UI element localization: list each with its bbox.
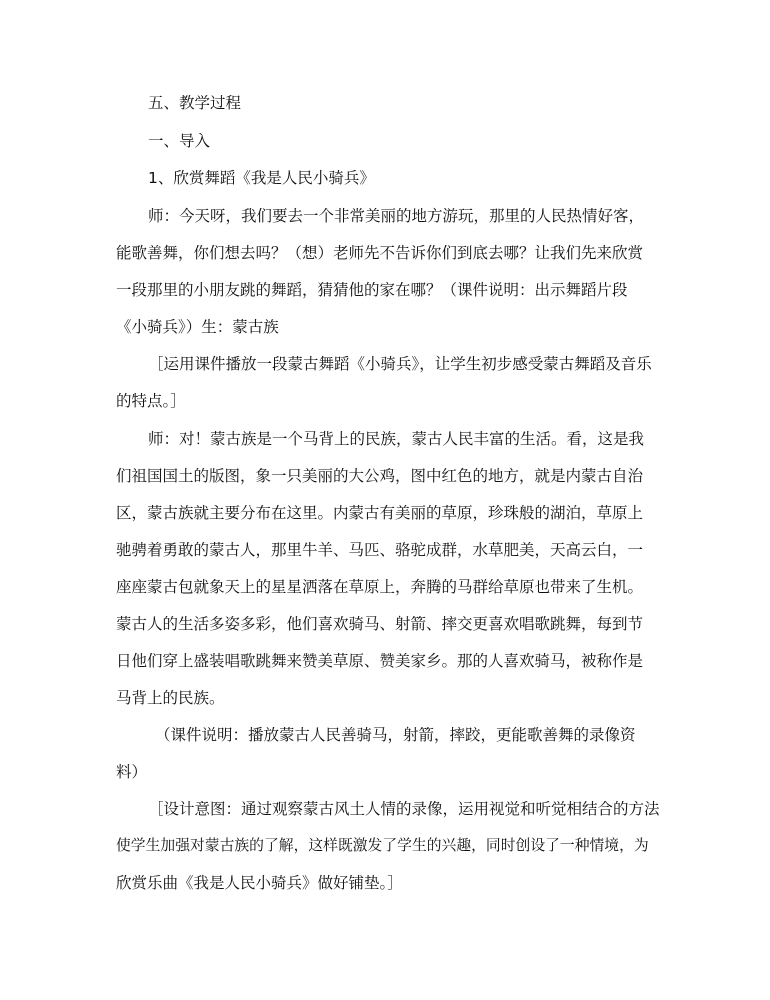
paragraph-line: 使学生加强对蒙古族的了解，这样既激发了学生的兴趣，同时创设了一种情境，为 [116,837,649,854]
paragraph-line: 座座蒙古包就象天上的星星洒落在草原上，奔腾的马群给草原也带来了生机。 [116,578,644,596]
paragraph-line: 欣赏乐曲《我是人民小骑兵》做好铺垫。］ [116,874,403,892]
item-heading: 1、欣赏舞蹈《我是人民小骑兵》 [148,169,375,187]
paragraph-line: 驰骋着勇敢的蒙古人，那里牛羊、马匹、骆驼成群，水草肥美，天高云白，一 [116,541,644,559]
paragraph-line: 日他们穿上盛装唱歌跳舞来赞美草原、赞美家乡。那的人喜欢骑马，被称作是 [116,652,644,670]
paragraph-line: ［设计意图：通过观察蒙古风土人情的录像，运用视觉和听觉相结合的方法 [148,800,660,818]
section-heading: 五、教学过程 [148,94,242,112]
paragraph-line: 料） [116,763,148,781]
paragraph-line: 们祖国国土的版图，象一只美丽的大公鸡，图中红色的地方，就是内蒙古自治 [116,467,644,485]
paragraph-line: 能歌善舞，你们想去吗？（想）老师先不告诉你们到底去哪？让我们先来欣赏 [116,244,644,262]
paragraph-line: 马背上的民族。 [116,689,225,707]
paragraph-line: 蒙古人的生活多姿多彩，他们喜欢骑马、射箭、摔交更喜欢唱歌跳舞，每到节 [116,615,644,633]
subsection-heading: 一、导入 [148,132,211,150]
paragraph-line: 的特点。］ [116,392,186,410]
paragraph-line: 一段那里的小朋友跳的舞蹈，猜猜他的家在哪？（课件说明：出示舞蹈片段 [116,281,628,299]
paragraph-line: 《小骑兵》）生：蒙古族 [116,318,279,336]
paragraph-line: 师：对！蒙古族是一个马背上的民族，蒙古人民丰富的生活。看，这是我 [148,430,645,448]
paragraph-line: ［运用课件播放一段蒙古舞蹈《小骑兵》，让学生初步感受蒙古舞蹈及音乐 [148,355,652,373]
paragraph-line: 区，蒙古族就主要分布在这里。内蒙古有美丽的草原，珍珠般的湖泊，草原上 [116,504,644,522]
paragraph-line: 师：今天呀，我们要去一个非常美丽的地方游玩，那里的人民热情好客， [148,207,645,225]
paragraph-line: （课件说明：播放蒙古人民善骑马，射箭，摔跤，更能歌善舞的录像资 [155,726,636,744]
